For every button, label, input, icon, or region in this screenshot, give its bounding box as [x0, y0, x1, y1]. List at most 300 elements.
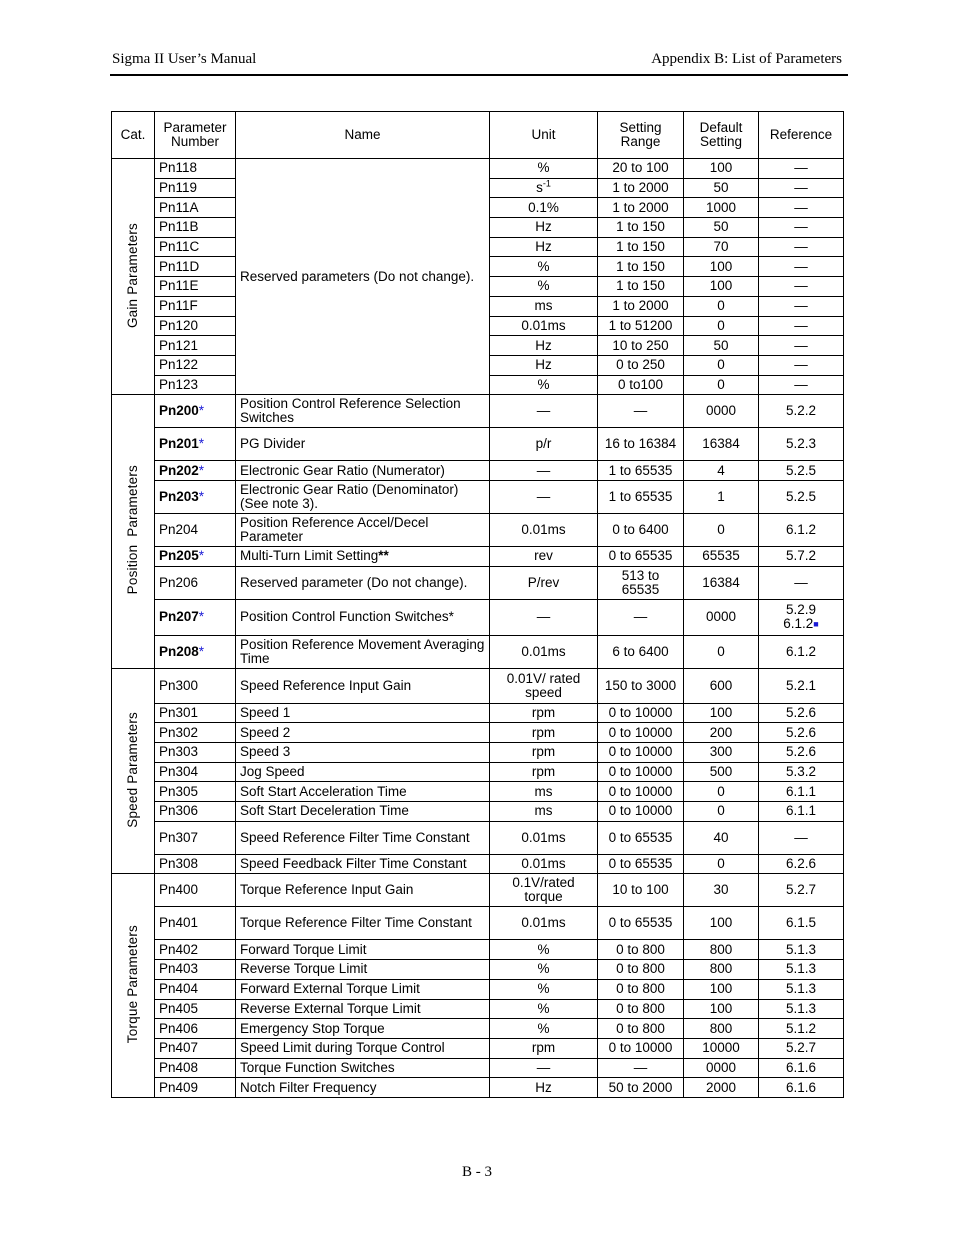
- parameter-number-cell: Pn307: [155, 821, 236, 854]
- name-text: Reserved parameter (Do not change).: [240, 574, 468, 590]
- category-label-torque: Torque Parameters: [125, 925, 140, 1044]
- parameter-number-cell: Pn304: [155, 762, 236, 782]
- category-cell-torque: [112, 874, 155, 1098]
- name-cell: Emergency Stop Torque: [236, 1019, 490, 1039]
- category-cell-gain: [112, 159, 155, 395]
- unit-text: %: [537, 941, 550, 957]
- default-setting-cell: 0: [684, 635, 759, 668]
- reference-cell: —: [759, 198, 844, 218]
- reference-cell: 6.1.2: [759, 635, 844, 668]
- setting-range-cell: 0 to 10000: [598, 723, 684, 743]
- reference-cell: —: [759, 566, 844, 599]
- reference-cell: —: [759, 218, 844, 238]
- parameter-number-cell: Pn11E: [155, 277, 236, 297]
- unit-text: %: [537, 961, 550, 977]
- unit-cell: [490, 428, 598, 461]
- asterisk-mark: *: [198, 462, 205, 478]
- unit-text: %: [537, 1000, 550, 1016]
- parameter-number-cell: Pn303: [155, 743, 236, 763]
- reference-cell: 6.1.6: [759, 1078, 844, 1098]
- unit-cell: [490, 316, 598, 336]
- name-cell: Speed 3: [236, 743, 490, 763]
- reference-cell: —: [759, 316, 844, 336]
- name-text: PG Divider: [240, 436, 306, 452]
- asterisk-mark: *: [198, 403, 205, 419]
- default-setting-cell: 0: [684, 355, 759, 375]
- unit-text: rpm: [531, 744, 556, 760]
- default-setting-cell: 800: [684, 940, 759, 960]
- unit-text: Hz: [535, 239, 552, 255]
- unit-text: Hz: [535, 337, 552, 353]
- name-cell: Forward External Torque Limit: [236, 979, 490, 999]
- unit-text: rpm: [531, 1040, 556, 1056]
- name-cell: [236, 395, 490, 428]
- default-setting-cell: 1: [684, 480, 759, 513]
- unit-text: s: [536, 180, 543, 196]
- parameter-number-cell: Pn400: [155, 874, 236, 907]
- default-setting-cell: 100: [684, 979, 759, 999]
- unit-text: ms: [534, 298, 553, 314]
- unit-text: %: [537, 981, 550, 997]
- reference-cell: —: [759, 237, 844, 257]
- default-setting-cell: 600: [684, 668, 759, 703]
- setting-range-cell: —: [598, 1058, 684, 1078]
- unit-text: —: [536, 462, 551, 478]
- unit-cell: [490, 1078, 598, 1098]
- reference-cell: —: [759, 159, 844, 179]
- reference-cell: 6.1.5: [759, 907, 844, 940]
- setting-range-cell: 1 to 150: [598, 237, 684, 257]
- setting-range-cell: 10 to 250: [598, 336, 684, 356]
- setting-range-cell: 0 to 800: [598, 999, 684, 1019]
- unit-text: p/r: [535, 436, 552, 452]
- unit-text: 0.1V/rated torque: [512, 875, 575, 905]
- reference-cell: 5.1.3: [759, 960, 844, 980]
- parameter-number-cell: Pn11A: [155, 198, 236, 218]
- reference-cell: 6.1.1: [759, 802, 844, 822]
- table-row: [112, 907, 844, 940]
- default-setting-cell: 16384: [684, 566, 759, 599]
- col-header-parameter-number: Parameter Number: [155, 112, 236, 159]
- reference-cell: 5.7.2: [759, 546, 844, 566]
- parameter-number-cell: Pn407: [155, 1038, 236, 1058]
- unit-text: 0.01ms: [521, 856, 566, 872]
- parameter-number-cell: Pn301: [155, 703, 236, 723]
- default-setting-cell: 40: [684, 821, 759, 854]
- setting-range-cell: 0 to 10000: [598, 743, 684, 763]
- parameter-number-cell: Pn11C: [155, 237, 236, 257]
- unit-text: %: [537, 278, 550, 294]
- table-row: [112, 999, 844, 1019]
- unit-cell: [490, 782, 598, 802]
- parameter-number-cell: Pn408: [155, 1058, 236, 1078]
- parameter-number-cell: [155, 461, 236, 481]
- name-cell: [236, 566, 490, 599]
- setting-range-cell: 1 to 150: [598, 218, 684, 238]
- unit-cell: [490, 355, 598, 375]
- table-row: [112, 546, 844, 566]
- name-text: Position Control Function Switches*: [240, 609, 454, 625]
- reference-cell: 5.2.5: [759, 461, 844, 481]
- unit-cell: [490, 461, 598, 481]
- default-setting-cell: 800: [684, 960, 759, 980]
- name-cell: Torque Function Switches: [236, 1058, 490, 1078]
- unit-text: —: [536, 403, 551, 419]
- unit-cell: [490, 762, 598, 782]
- col-header-setting-range: Setting Range: [598, 112, 684, 159]
- unit-text: Hz: [535, 357, 552, 373]
- parameter-number-text: Pn200: [159, 403, 199, 419]
- setting-range-cell: 0 to 6400: [598, 513, 684, 546]
- col-header-name: Name: [236, 112, 490, 159]
- reference-cell: —: [759, 178, 844, 198]
- parameter-number-cell: [155, 513, 236, 546]
- setting-range-cell: —: [598, 395, 684, 428]
- unit-text: —: [536, 488, 551, 504]
- reference-cell: 5.1.3: [759, 940, 844, 960]
- table-row: [112, 821, 844, 854]
- parameter-number-cell: Pn302: [155, 723, 236, 743]
- unit-cell: [490, 566, 598, 599]
- setting-range-cell: 50 to 2000: [598, 1078, 684, 1098]
- setting-range-cell: 0 to 800: [598, 979, 684, 999]
- unit-cell: [490, 723, 598, 743]
- setting-range-cell: 0 to 800: [598, 1019, 684, 1039]
- category-label-position: Position Parameters: [125, 465, 140, 595]
- parameter-number-cell: Pn409: [155, 1078, 236, 1098]
- unit-cell: [490, 999, 598, 1019]
- col-header-unit: Unit: [490, 112, 598, 159]
- table-row: [112, 428, 844, 461]
- unit-superscript: -1: [542, 178, 551, 189]
- name-cell: [236, 428, 490, 461]
- reference-cell: 5.1.3: [759, 999, 844, 1019]
- unit-text: %: [537, 258, 550, 274]
- asterisk-mark: *: [198, 488, 205, 504]
- parameter-number-text: Pn206: [159, 574, 199, 590]
- parameter-number-text: Pn208: [159, 643, 199, 659]
- parameter-number-cell: Pn306: [155, 802, 236, 822]
- table-row: [112, 979, 844, 999]
- default-setting-cell: 70: [684, 237, 759, 257]
- default-setting-cell: 4: [684, 461, 759, 481]
- reference-cell: —: [759, 375, 844, 395]
- name-cell: Reverse External Torque Limit: [236, 999, 490, 1019]
- square-marker-icon: ■: [813, 619, 819, 630]
- name-cell: [236, 513, 490, 546]
- setting-range-cell: 0 to 250: [598, 355, 684, 375]
- name-cell: Speed Feedback Filter Time Constant: [236, 854, 490, 874]
- default-setting-cell: 100: [684, 703, 759, 723]
- name-text: Electronic Gear Ratio (Numerator): [240, 462, 445, 478]
- unit-cell: [490, 178, 598, 198]
- table-row: [112, 513, 844, 546]
- default-setting-cell: 800: [684, 1019, 759, 1039]
- table-row: [112, 395, 844, 428]
- reference-cell: [759, 599, 844, 635]
- reference-cell: 6.2.6: [759, 854, 844, 874]
- parameter-number-cell: Pn11D: [155, 257, 236, 277]
- unit-cell: [490, 743, 598, 763]
- table-row: [112, 940, 844, 960]
- setting-range-cell: 0 to 800: [598, 960, 684, 980]
- name-cell: Speed Reference Filter Time Constant: [236, 821, 490, 854]
- setting-range-cell: 0 to100: [598, 375, 684, 395]
- table-header-row: [112, 112, 844, 159]
- parameter-number-cell: Pn308: [155, 854, 236, 874]
- parameter-number-cell: Pn118: [155, 159, 236, 179]
- table-row: [112, 762, 844, 782]
- setting-range-cell: 1 to 65535: [598, 480, 684, 513]
- default-setting-cell: 100: [684, 999, 759, 1019]
- parameter-number-cell: Pn122: [155, 355, 236, 375]
- parameter-number-cell: Pn402: [155, 940, 236, 960]
- parameter-number-cell: Pn406: [155, 1019, 236, 1039]
- default-setting-cell: 50: [684, 178, 759, 198]
- asterisk-mark: *: [198, 609, 205, 625]
- default-setting-cell: 2000: [684, 1078, 759, 1098]
- parameter-number-text: Pn204: [159, 521, 199, 537]
- setting-range-cell: 0 to 10000: [598, 802, 684, 822]
- setting-range-cell: 1 to 150: [598, 257, 684, 277]
- table-row: [112, 743, 844, 763]
- parameter-number-cell: Pn123: [155, 375, 236, 395]
- unit-text: Hz: [535, 219, 552, 235]
- name-text: Multi-Turn Limit Setting: [240, 548, 379, 564]
- name-text: Position Reference Accel/Decel Parameter: [240, 514, 429, 544]
- unit-text: P/rev: [527, 574, 560, 590]
- default-setting-cell: 0000: [684, 395, 759, 428]
- unit-cell: [490, 296, 598, 316]
- unit-cell: [490, 336, 598, 356]
- default-setting-cell: 16384: [684, 428, 759, 461]
- unit-text: ms: [534, 803, 553, 819]
- unit-cell: [490, 513, 598, 546]
- category-cell-speed: [112, 668, 155, 874]
- table-row: [112, 1078, 844, 1098]
- reference-cell: —: [759, 821, 844, 854]
- table-row: [112, 723, 844, 743]
- unit-cell: [490, 854, 598, 874]
- running-header-right: Appendix B: List of Parameters: [651, 51, 842, 67]
- parameter-number-cell: [155, 599, 236, 635]
- default-setting-cell: 0: [684, 316, 759, 336]
- table-row: [112, 668, 844, 703]
- unit-cell: [490, 237, 598, 257]
- parameter-number-cell: Pn121: [155, 336, 236, 356]
- parameter-number-cell: Pn305: [155, 782, 236, 802]
- name-cell: Jog Speed: [236, 762, 490, 782]
- category-label-speed: Speed Parameters: [125, 711, 140, 828]
- unit-text: Hz: [535, 1079, 552, 1095]
- parameter-number-cell: [155, 480, 236, 513]
- table-row: [112, 854, 844, 874]
- setting-range-cell: 0 to 65535: [598, 907, 684, 940]
- table-row: [112, 874, 844, 907]
- name-cell: Speed Reference Input Gain: [236, 668, 490, 703]
- default-setting-cell: 200: [684, 723, 759, 743]
- reference-cell: 6.1.2: [759, 513, 844, 546]
- setting-range-cell: 1 to 2000: [598, 178, 684, 198]
- unit-cell: [490, 480, 598, 513]
- default-setting-cell: 0000: [684, 599, 759, 635]
- name-cell: [236, 635, 490, 668]
- setting-range-cell: 0 to 65535: [598, 821, 684, 854]
- unit-cell: [490, 960, 598, 980]
- table-row: [112, 1019, 844, 1039]
- col-header-default-setting: Default Setting: [684, 112, 759, 159]
- name-cell: Speed Limit during Torque Control: [236, 1038, 490, 1058]
- reference-cell: 5.1.2: [759, 1019, 844, 1039]
- unit-text: 0.01ms: [521, 643, 566, 659]
- col-header-reference: Reference: [759, 112, 844, 159]
- name-text: Position Reference Movement Averaging Time: [240, 636, 485, 666]
- table-row: [112, 782, 844, 802]
- default-setting-cell: 100: [684, 159, 759, 179]
- default-setting-cell: 30: [684, 874, 759, 907]
- default-setting-cell: 0: [684, 854, 759, 874]
- setting-range-cell: 6 to 6400: [598, 635, 684, 668]
- table-row: [112, 566, 844, 599]
- parameter-number-cell: Pn404: [155, 979, 236, 999]
- setting-range-cell: 1 to 2000: [598, 296, 684, 316]
- unit-cell: [490, 1019, 598, 1039]
- name-cell: [236, 546, 490, 566]
- setting-range-cell: 150 to 3000: [598, 668, 684, 703]
- unit-cell: [490, 159, 598, 179]
- table-row: [112, 1038, 844, 1058]
- setting-range-cell: 0 to 10000: [598, 782, 684, 802]
- unit-text: %: [537, 160, 550, 176]
- parameter-number-cell: Pn403: [155, 960, 236, 980]
- default-setting-cell: 300: [684, 743, 759, 763]
- default-setting-cell: 0: [684, 513, 759, 546]
- parameter-number-cell: [155, 635, 236, 668]
- reference-cell: 5.2.5: [759, 480, 844, 513]
- double-asterisk-mark: **: [378, 548, 389, 564]
- name-cell: Speed 1: [236, 703, 490, 723]
- table-row: [112, 599, 844, 635]
- default-setting-cell: 0: [684, 375, 759, 395]
- category-label-gain: Gain Parameters: [125, 222, 140, 328]
- parameter-number-cell: Pn300: [155, 668, 236, 703]
- name-cell: Reverse Torque Limit: [236, 960, 490, 980]
- reference-cell: 5.2.2: [759, 395, 844, 428]
- reference-cell: 5.2.7: [759, 1038, 844, 1058]
- unit-text: 0.01ms: [521, 317, 566, 333]
- parameter-number-cell: Pn119: [155, 178, 236, 198]
- reference-cell: —: [759, 336, 844, 356]
- table-row: [112, 960, 844, 980]
- reference-cell: 6.1.6: [759, 1058, 844, 1078]
- reference-cell: —: [759, 277, 844, 297]
- default-setting-cell: 50: [684, 218, 759, 238]
- setting-range-cell: 20 to 100: [598, 159, 684, 179]
- parameter-number-cell: Pn11F: [155, 296, 236, 316]
- default-setting-cell: 65535: [684, 546, 759, 566]
- header-rule: [110, 74, 848, 76]
- setting-range-cell: 1 to 2000: [598, 198, 684, 218]
- reference-text: 6.1.2: [783, 616, 814, 632]
- default-setting-cell: 0: [684, 296, 759, 316]
- reference-cell: 5.2.3: [759, 428, 844, 461]
- reference-cell: —: [759, 296, 844, 316]
- reference-cell: 5.2.6: [759, 723, 844, 743]
- name-cell: Soft Start Deceleration Time: [236, 802, 490, 822]
- running-header-left: Sigma II User’s Manual: [112, 51, 257, 67]
- unit-text: ms: [534, 783, 553, 799]
- default-setting-cell: 1000: [684, 198, 759, 218]
- unit-cell: [490, 375, 598, 395]
- unit-cell: [490, 979, 598, 999]
- asterisk-mark: *: [198, 548, 205, 564]
- unit-text: —: [536, 609, 551, 625]
- setting-range-cell: 1 to 150: [598, 277, 684, 297]
- unit-cell: [490, 940, 598, 960]
- unit-cell: [490, 821, 598, 854]
- unit-text: 0.01ms: [521, 829, 566, 845]
- parameter-number-text: Pn203: [159, 488, 199, 504]
- name-text: Position Control Reference Selection Switches: [240, 396, 461, 426]
- name-cell: Notch Filter Frequency: [236, 1078, 490, 1098]
- parameter-number-cell: [155, 428, 236, 461]
- unit-cell: [490, 599, 598, 635]
- unit-text: 0.01V/ rated speed: [506, 670, 581, 700]
- reference-line: [763, 617, 839, 631]
- default-setting-cell: 500: [684, 762, 759, 782]
- parameter-number-cell: [155, 395, 236, 428]
- setting-range-cell: 16 to 16384: [598, 428, 684, 461]
- unit-text: 0.01ms: [521, 521, 566, 537]
- reference-cell: 5.1.3: [759, 979, 844, 999]
- parameter-number-text: Pn207: [159, 609, 199, 625]
- unit-text: rpm: [531, 724, 556, 740]
- table-row: [112, 703, 844, 723]
- setting-range-cell: 0 to 65535: [598, 546, 684, 566]
- parameter-number-cell: [155, 566, 236, 599]
- table-row: [112, 480, 844, 513]
- reference-cell: 5.2.6: [759, 703, 844, 723]
- unit-cell: [490, 277, 598, 297]
- name-cell: [236, 599, 490, 635]
- setting-range-cell: —: [598, 599, 684, 635]
- col-header-cat: Cat.: [112, 112, 155, 159]
- reference-cell: 5.2.1: [759, 668, 844, 703]
- name-cell: Reserved parameters (Do not change).: [236, 159, 490, 395]
- unit-text: 0.1%: [528, 199, 559, 215]
- reference-cell: 5.2.7: [759, 874, 844, 907]
- unit-cell: [490, 668, 598, 703]
- parameter-number-cell: Pn401: [155, 907, 236, 940]
- parameter-number-cell: Pn11B: [155, 218, 236, 238]
- parameter-table: [111, 111, 844, 1098]
- unit-cell: [490, 874, 598, 907]
- table-row: [112, 159, 844, 179]
- setting-range-cell: 0 to 65535: [598, 854, 684, 874]
- reference-cell: 5.3.2: [759, 762, 844, 782]
- unit-cell: [490, 1058, 598, 1078]
- unit-cell: [490, 1038, 598, 1058]
- setting-range-cell: 1 to 65535: [598, 461, 684, 481]
- table-row: [112, 1058, 844, 1078]
- unit-text: %: [537, 376, 550, 392]
- default-setting-cell: 100: [684, 907, 759, 940]
- name-cell: Torque Reference Input Gain: [236, 874, 490, 907]
- name-cell: Speed 2: [236, 723, 490, 743]
- category-cell-position: [112, 395, 155, 668]
- setting-range-cell: 0 to 10000: [598, 762, 684, 782]
- unit-cell: [490, 257, 598, 277]
